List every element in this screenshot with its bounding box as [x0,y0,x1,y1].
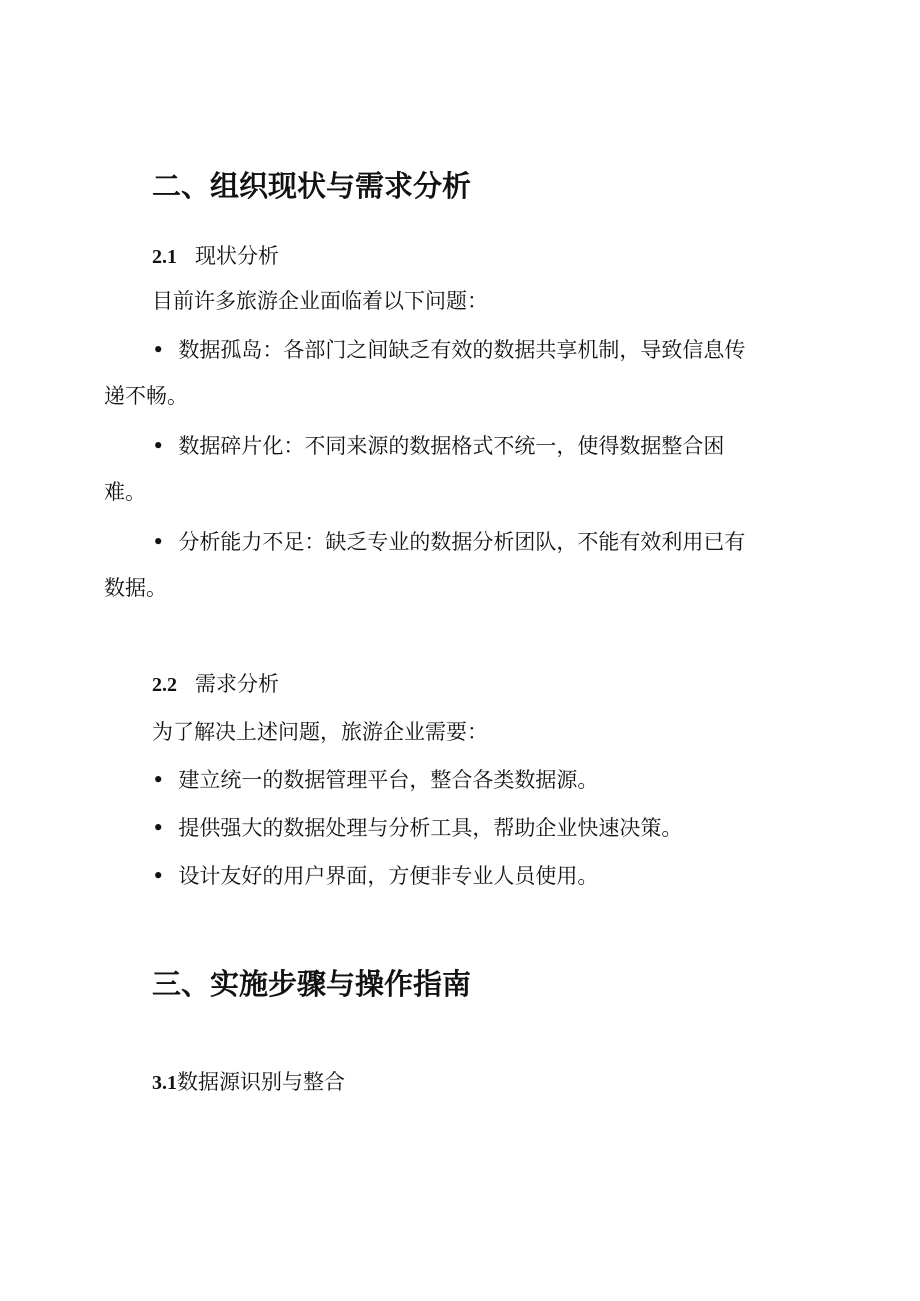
subsection-2-2-intro: 为了解决上述问题，旅游企业需要： [152,720,488,744]
list-item-continuation: 递不畅。 [104,384,188,408]
subsection-2-1-title: 现状分析 [195,244,279,268]
bullet-dot: • [152,768,165,792]
list-item-continuation: 数据。 [104,576,167,600]
list-item [152,764,598,796]
list-item-line1: 数据碎片化：不同来源的数据格式不统一，使得数据整合困 [178,434,725,458]
subsection-2-1-intro: 目前许多旅游企业面临着以下问题： [152,289,488,313]
list-item-text: 设计友好的用户界面，方便非专业人员使用。 [178,864,599,888]
subsection-2-2-heading [152,668,279,701]
list-item-continuation: 难。 [104,480,146,504]
bullet-dot: • [152,434,165,458]
list-item-text: 建立统一的数据管理平台，整合各类数据源。 [178,768,599,792]
subsection-2-2-number: 2.2 [152,674,177,696]
list-item [152,334,745,366]
subsection-3-1-heading [152,1066,345,1099]
list-item [152,812,682,844]
bullet-dot: • [152,816,165,840]
section-2-heading: 二、组织现状与需求分析 [152,169,472,203]
bullet-dot: • [152,530,165,554]
list-item [152,860,598,892]
bullet-dot: • [152,338,165,362]
section-3-heading: 三、实施步骤与操作指南 [152,967,472,1001]
list-item [152,430,724,462]
subsection-2-2-title: 需求分析 [195,672,279,696]
list-item-line1: 数据孤岛：各部门之间缺乏有效的数据共享机制，导致信息传 [178,338,746,362]
bullet-dot: • [152,864,165,888]
subsection-3-1-number: 3.1 [152,1072,177,1094]
subsection-2-1-number: 2.1 [152,246,177,268]
list-item [152,526,745,558]
subsection-3-1-title: 数据源识别与整合 [177,1070,345,1094]
list-item-line1: 分析能力不足：缺乏专业的数据分析团队，不能有效利用已有 [178,530,746,554]
list-item-text: 提供强大的数据处理与分析工具，帮助企业快速决策。 [178,816,683,840]
subsection-2-1-heading [152,240,279,273]
